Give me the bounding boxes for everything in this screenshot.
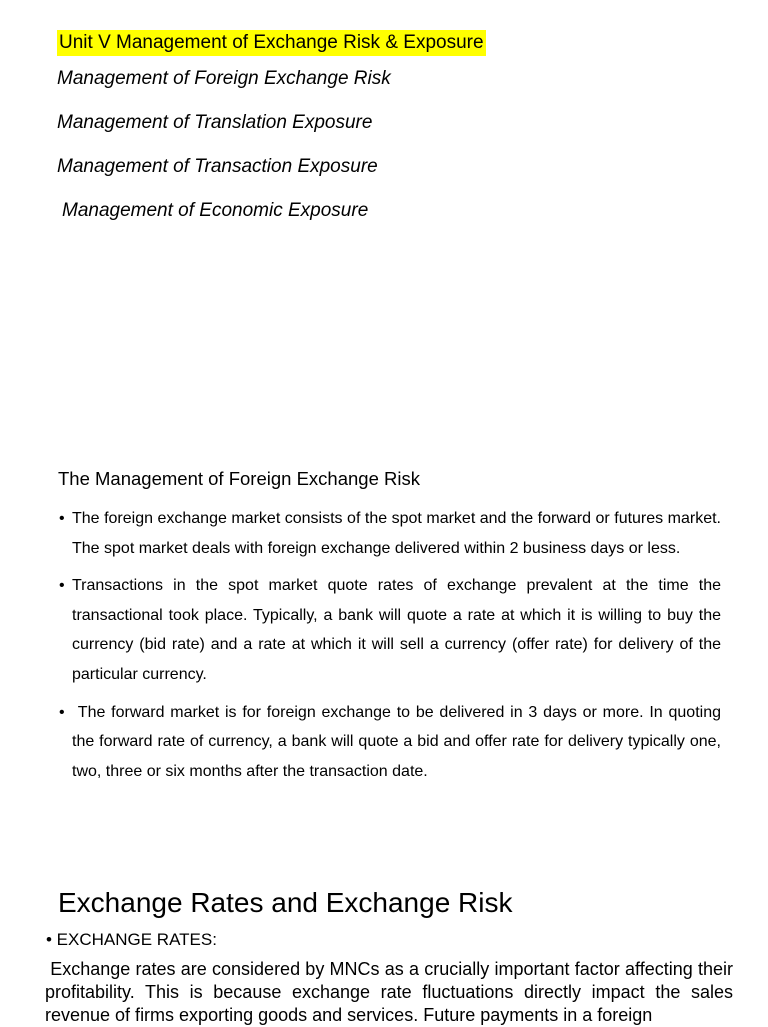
bullet-item-forward-market [59,698,726,787]
unit-title: Unit V Management of Exchange Risk & Exposure [57,30,486,56]
topic-economic-exposure: Management of Economic Exposure [62,200,369,221]
bullet-list [59,504,726,794]
bullet-text: The foreign exchange market consists of the spot market and the forward or futures market. The spot market deals with foreign exchange delivered within 2 business days or less. [72,510,721,557]
exchange-rates-bullet: • EXCHANGE RATES: [46,930,217,949]
exchange-rates-paragraph: Exchange rates are considered by MNCs as a crucially important factor affecting their profitability. This is because exchange rate fluctuations directly impact the sales revenue of firms exporting goods and services. Future payments in a foreign [45,959,739,1025]
bullet-glyph: • [59,703,65,721]
topic-translation-exposure: Management of Translation Exposure [57,112,373,133]
exchange-rates-heading: Exchange Rates and Exchange Risk [58,887,513,918]
bullet-text: The forward market is for foreign exchange to be delivered in 3 days or more. In quoting the forward rate of currency, a bank will quote a bid and offer rate for delivery typically one, two, three or six months after the transaction date. [72,703,726,780]
topic-transaction-exposure: Management of Transaction Exposure [57,156,378,177]
bullet-text: Transactions in the spot market quote rates of exchange prevalent at the time the transactional took place. Typically, a bank will quote a rate at which it is willing to buy the currency (bid rate) and a rate at which it will sell a currency (offer rate) for delivery of the particular currency. [72,577,721,683]
bullet-item-spot-market [59,504,721,563]
bullet-glyph: • [59,510,65,527]
section-heading: The Management of Foreign Exchange Risk [58,468,420,489]
topic-foreign-exchange-risk: Management of Foreign Exchange Risk [57,68,391,89]
bullet-glyph: • [59,577,65,595]
bullet-item-spot-quotes [59,571,721,689]
